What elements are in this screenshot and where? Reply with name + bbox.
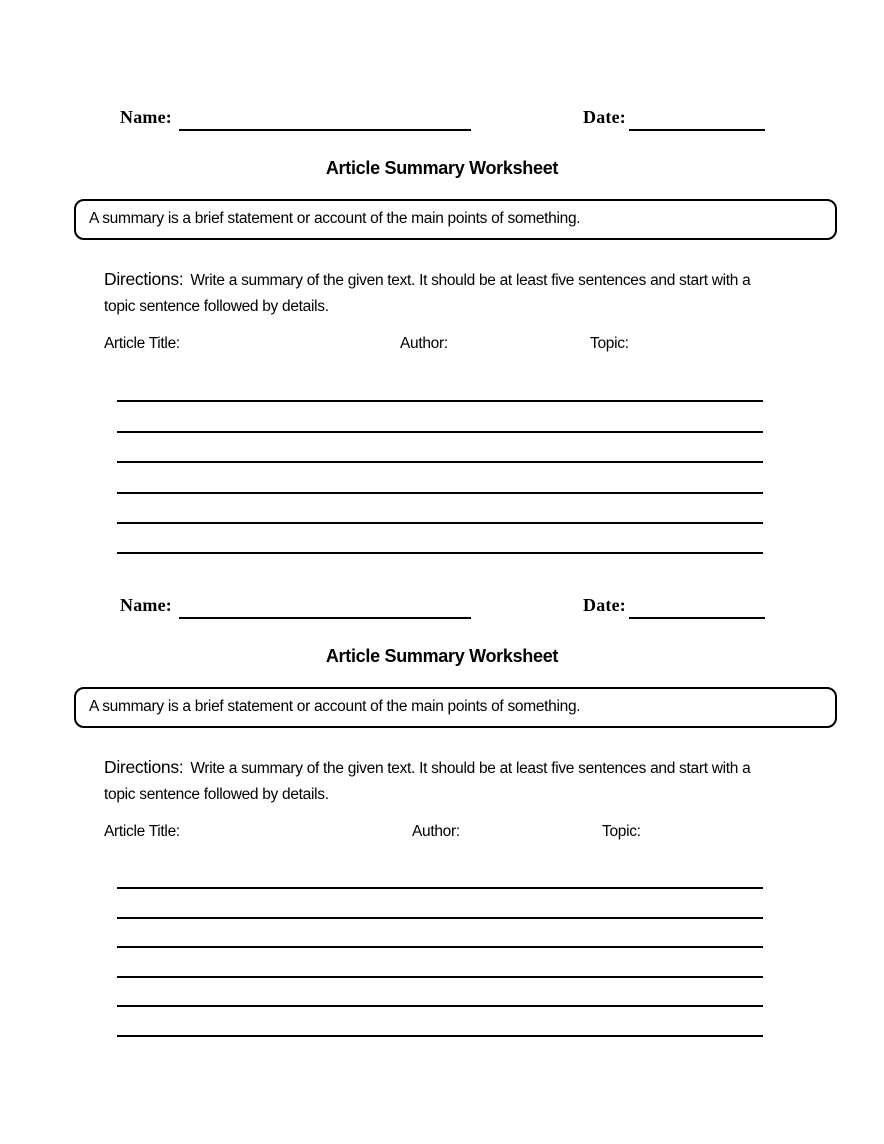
name-blank-line (179, 598, 471, 619)
fields-row (0, 823, 884, 843)
definition-box (74, 687, 837, 728)
worksheet-title: Article Summary Worksheet (325, 646, 559, 666)
author-label: Author: (412, 823, 460, 840)
directions-label: Directions: (104, 757, 184, 777)
definition-text: A summary is a brief statement or account of the main points of something. (89, 697, 581, 715)
date-blank-line (629, 598, 765, 619)
article-title-label: Article Title: (104, 335, 180, 352)
directions (104, 754, 768, 808)
definition-text: A summary is a brief statement or account of the main points of something. (89, 209, 581, 227)
worksheet-title: Article Summary Worksheet (325, 158, 559, 178)
worksheet-section-2 (0, 488, 884, 1048)
writing-lines (117, 860, 763, 1037)
writing-line (117, 860, 763, 890)
directions-label: Directions: (104, 269, 184, 289)
writing-line (117, 889, 763, 919)
name-blank-line (179, 110, 471, 131)
definition-box (74, 199, 837, 240)
writing-line (117, 433, 763, 463)
directions-text: Write a summary of the given text. It should be at least five sentences and start with a topic sentence followed by details. (104, 760, 751, 803)
name-label: Name: (120, 595, 172, 615)
date-label: Date: (583, 595, 626, 615)
name-label: Name: (120, 107, 172, 127)
article-title-label: Article Title: (104, 823, 180, 840)
writing-line (117, 978, 763, 1008)
topic-label: Topic: (602, 823, 641, 840)
writing-line (117, 402, 763, 432)
writing-line (117, 948, 763, 978)
writing-line (117, 919, 763, 949)
writing-line (117, 1007, 763, 1037)
directions-text: Write a summary of the given text. It should be at least five sentences and start with a topic sentence followed by details. (104, 272, 751, 315)
date-label: Date: (583, 107, 626, 127)
author-label: Author: (400, 335, 448, 352)
writing-line (117, 372, 763, 402)
fields-row (0, 335, 884, 355)
date-blank-line (629, 110, 765, 131)
topic-label: Topic: (590, 335, 629, 352)
worksheet-section-1 (0, 0, 884, 560)
directions (104, 266, 768, 320)
